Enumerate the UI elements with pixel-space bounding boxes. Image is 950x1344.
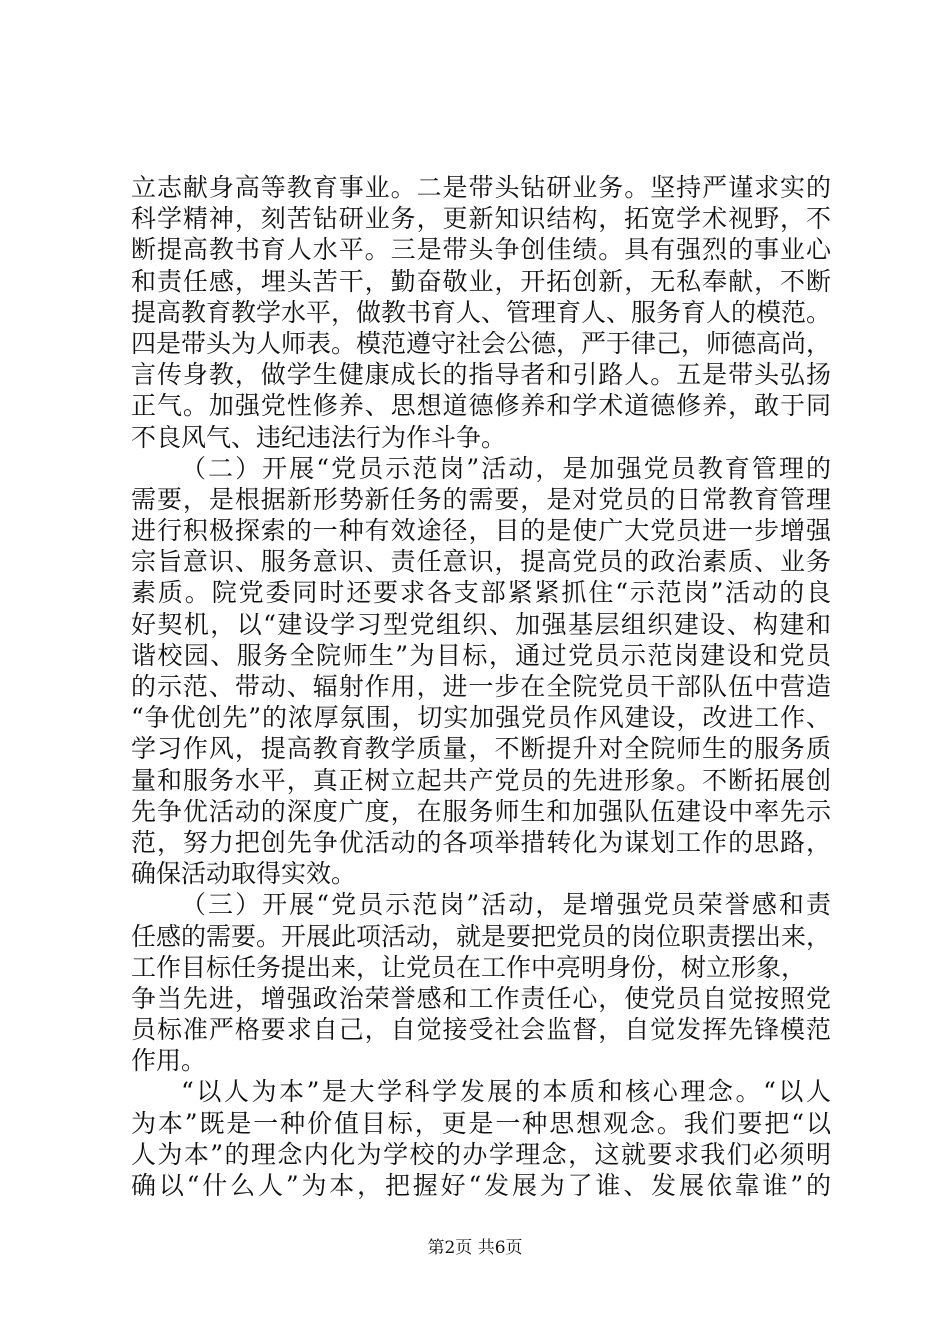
text-line: 需要，是根据新形势新任务的需要，是对党员的日常教育管理 (131, 484, 831, 514)
text-line: 量和服务水平，真正树立起共产党员的先进形象。不断拓展创 (131, 765, 831, 795)
text-line: 确保活动取得实效。 (131, 859, 357, 889)
text-line: “争优创先”的浓厚氛围，切实加强党员作风建设，改进工作、 (131, 703, 831, 733)
text-line: 先争优活动的深度广度，在服务师生和加强队伍建设中率先示 (131, 796, 831, 826)
text-line: 科学精神，刻苦钻研业务，更新知识结构，拓宽学术视野，不 (131, 204, 831, 234)
text-line: 人为本”的理念内化为学校的办学理念，这就要求我们必须明 (131, 1139, 831, 1169)
page-footer: 第2页 共6页 (427, 1238, 523, 1258)
text-line: 言传身教，做学生健康成长的指导者和引路人。五是带头弘扬 (131, 360, 831, 390)
text-line: 工作目标任务提出来，让党员在工作中亮明身份，树立形象， (131, 952, 807, 982)
text-line: （二）开展“党员示范岗”活动，是加强党员教育管理的 (181, 453, 831, 483)
text-line: 进行积极探索的一种有效途径，目的是使广大党员进一步增强 (131, 516, 831, 546)
text-line: “以人为本”是大学科学发展的本质和核心理念。“以人 (181, 1077, 831, 1107)
text-line: 四是带头为人师表。模范遵守社会公德，严于律己，师德高尚， (131, 328, 832, 358)
text-line: 任感的需要。开展此项活动，就是要把党员的岗位职责摆出来， (131, 921, 832, 951)
text-line: 作用。 (131, 1046, 207, 1076)
text-line: 员标准严格要求自己，自觉接受社会监督，自觉发挥先锋模范 (131, 1015, 831, 1045)
text-line: 宗旨意识、服务意识、责任意识，提高党员的政治素质、业务 (131, 547, 831, 577)
text-line: 的示范、带动、辐射作用，进一步在全院党员干部队伍中营造 (131, 672, 831, 701)
text-line: 正气。加强党性修养、思想道德修养和学术道德修养，敢于同 (131, 391, 831, 421)
text-line: 断提高教书育人水平。三是带头争创佳绩。具有强烈的事业心 (131, 235, 831, 265)
text-line: 确以“什么人”为本，把握好“发展为了谁、发展依靠谁”的 (131, 1171, 831, 1200)
text-line: 提高教育教学水平，做教书育人、管理育人、服务育人的模范。 (131, 297, 832, 327)
text-line: 好契机，以“建设学习型党组织、加强基层组织建设、构建和 (131, 609, 831, 639)
text-line: 为本”既是一种价值目标，更是一种思想观念。我们要把“以 (131, 1108, 831, 1138)
text-line: 立志献身高等教育事业。二是带头钻研业务。坚持严谨求实的 (131, 173, 831, 202)
text-line: 素质。院党委同时还要求各支部紧紧抓住“示范岗”活动的良 (131, 578, 831, 608)
text-line: 范，努力把创先争优活动的各项举措转化为谋划工作的思路， (131, 827, 831, 857)
text-line: 不良风气、违纪违法行为作斗争。 (131, 422, 507, 452)
text-line: 学习作风，提高教育教学质量，不断提升对全院师生的服务质 (131, 734, 831, 764)
text-line: （三）开展“党员示范岗”活动，是增强党员荣誉感和责 (181, 890, 831, 920)
text-line: 谐校园、服务全院师生”为目标，通过党员示范岗建设和党员 (131, 640, 831, 670)
text-line: 和责任感，埋头苦干，勤奋敬业，开拓创新，无私奉献，不断 (131, 266, 831, 296)
text-line: 争当先进，增强政治荣誉感和工作责任心，使党员自觉按照党 (131, 983, 831, 1013)
body-text (131, 172, 831, 1201)
